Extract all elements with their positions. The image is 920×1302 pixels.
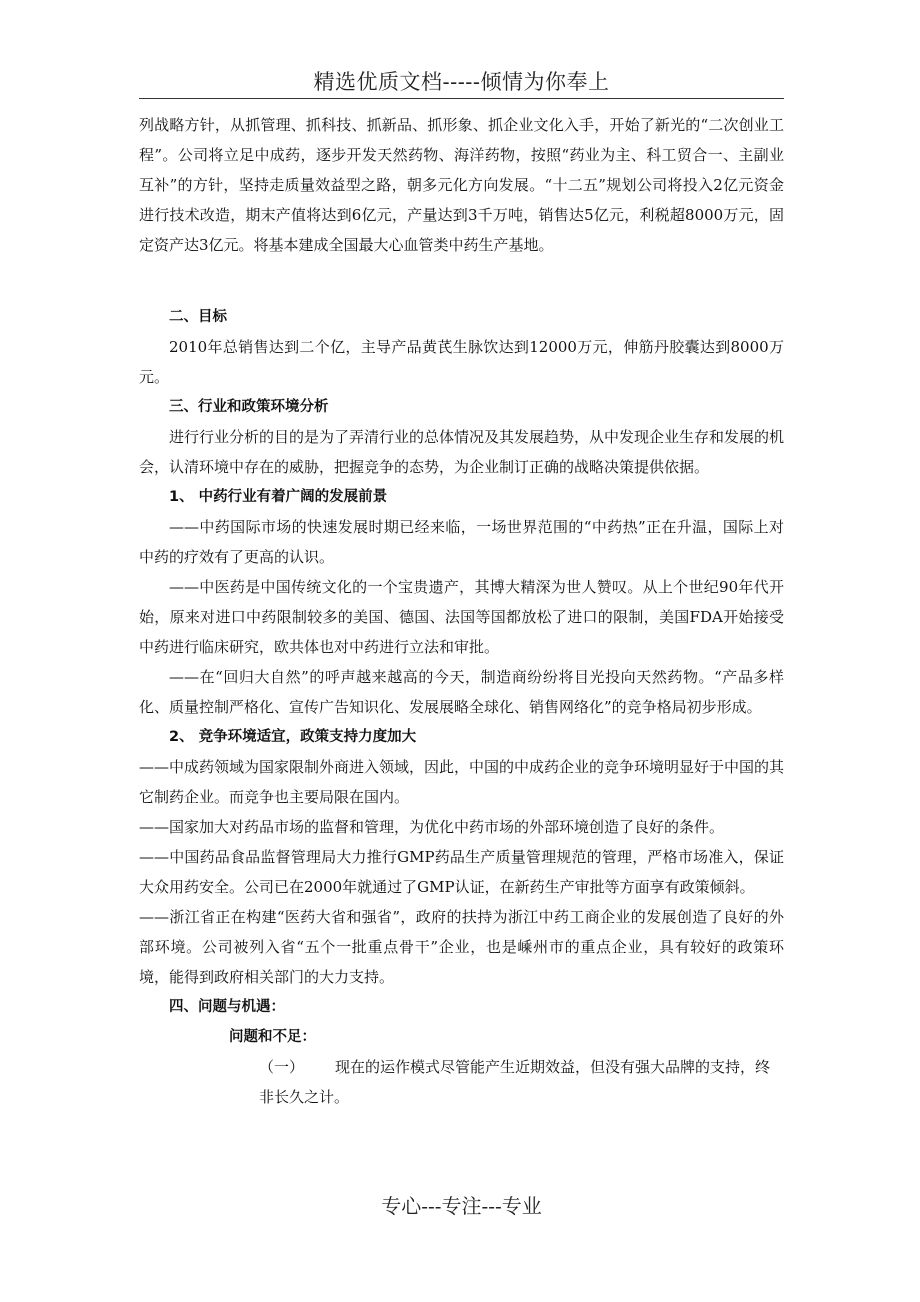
list-item-text: 现在的运作模式尽管能产生近期效益，但没有强大品牌的支持，终非长久之计。 <box>259 1058 771 1106</box>
paragraph-goals: 2010年总销售达到二个亿，主导产品黄芪生脉饮达到12000万元，伸筋丹胶囊达到8000万元。 <box>139 338 784 386</box>
dash-item-natural-drugs: ——在“回归大自然”的呼声越来越高的今天，制造商纷纷将目光投向天然药物。“产品多样化、质量控制严格化、宣传广告知识化、发展展略全球化、销售网络化”的竞争格局初步形成。 <box>139 668 784 716</box>
list-item-problem-1 <box>139 1052 784 1112</box>
document-body <box>139 110 784 1112</box>
paragraph-industry-analysis: 进行行业分析的目的是为了弄清行业的总体情况及其发展趋势，从中发现企业生存和发展的机会，认清环境中存在的威胁，把握竞争的态势，为企业制订正确的战略决策提供依据。 <box>139 428 785 476</box>
dash-item-zhejiang: ——浙江省正在构建“医药大省和强省”，政府的扶持为浙江中药工商企业的发展创造了良好的外部环境。公司被列入省“五个一批重点骨干”企业，也是嵊州市的重点企业，具有较好的政策环境，能得到政府相关部门的大力支持。 <box>139 908 784 986</box>
list-number: （一） <box>259 1058 305 1076</box>
dash-item-international-market: ——中药国际市场的快速发展时期已经来临，一场世界范围的“中药热”正在升温，国际上对中药的疗效有了更高的认识。 <box>139 518 784 566</box>
page-footer: 专心---专注---专业 <box>381 1194 542 1218</box>
heading-industry-analysis: 三、行业和政策环境分析 <box>169 399 329 415</box>
dash-item-gmp: ——中国药品食品监督管理局大力推行GMP药品生产质量管理规范的管理，严格市场准入，保证大众用药安全。公司已在2000年就通过了GMP认证，在新药生产审批等方面享有政策倾斜。 <box>139 848 784 896</box>
page-header: 精选优质文档-----倾情为你奉上 <box>313 70 610 94</box>
heading-problems-opportunities: 四、问题与机遇： <box>169 999 285 1015</box>
header-divider <box>139 98 784 99</box>
spacer <box>139 260 784 302</box>
subheading-prospects: 1、 中药行业有着广阔的发展前景 <box>169 489 388 505</box>
subheading-competition-policy: 2、 竞争环境适宜，政策支持力度加大 <box>169 729 417 745</box>
dash-item-supervision: ——国家加大对药品市场的监督和管理，为优化中药市场的外部环境创造了良好的条件。 <box>139 818 725 836</box>
dash-item-restricted-field: ——中成药领域为国家限制外商进入领域，因此，中国的中成药企业的竞争环境明显好于中国的其它制药企业。而竞争也主要局限在国内。 <box>139 758 785 806</box>
subheading-problems: 问题和不足： <box>229 1029 316 1045</box>
paragraph-strategy: 列战略方针，从抓管理、抓科技、抓新品、抓形象、抓企业文化入手，开始了新光的“二次创业工程”。公司将立足中成药，逐步开发天然药物、海洋药物，按照“药业为主、科工贸合一、主副业互补”的方针，坚持走质量效益型之路，朝多元化方向发展。“十二五”规划公司将投入2亿元资金进行技术改造，期末产值将达到6亿元，产量达到3千万吨，销售达5亿元，利税超8000万元，固定资产达3亿元。将基本建成全国最大心血管类中药生产基地。 <box>139 116 784 254</box>
heading-goals: 二、目标 <box>169 309 227 325</box>
dash-item-traditional-heritage: ——中医药是中国传统文化的一个宝贵遗产，其博大精深为世人赞叹。从上个世纪90年代开始，原来对进口中药限制较多的美国、德国、法国等国都放松了进口的限制，美国FDA开始接受中药进行临床研究，欧共体也对中药进行立法和审批。 <box>139 578 784 656</box>
